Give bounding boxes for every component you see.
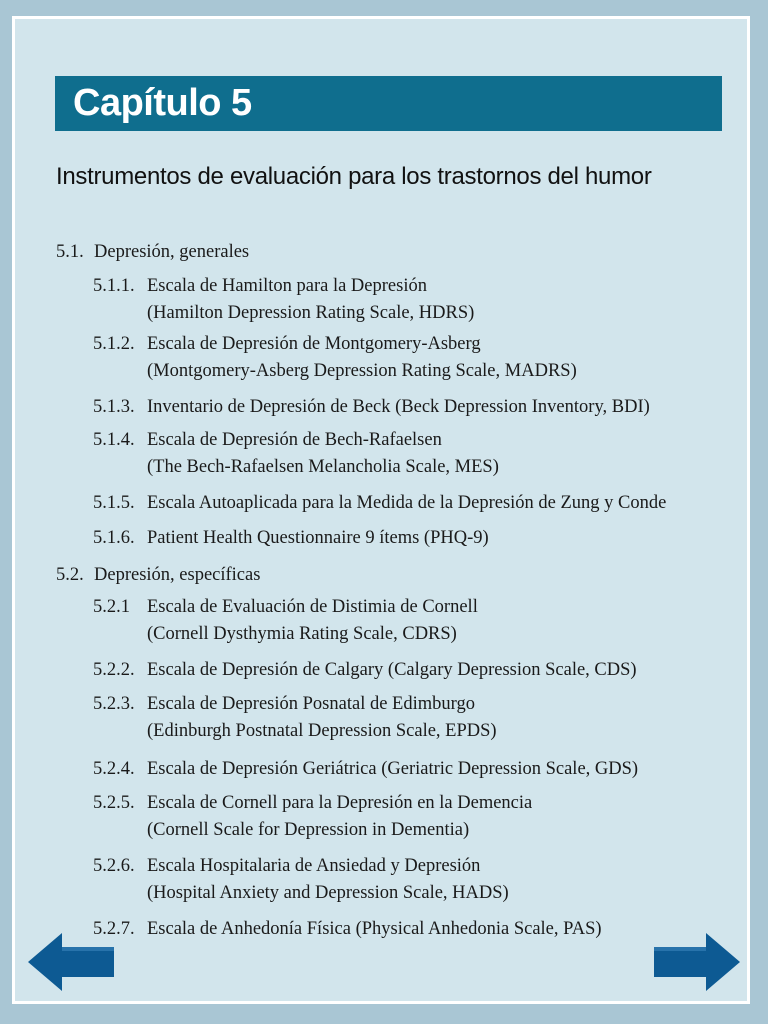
entry-number: 5.2.7. <box>93 919 135 939</box>
entry-title: Escala Hospitalaria de Ansiedad y Depresión <box>147 856 481 876</box>
entry-title: Escala de Depresión Geriátrica (Geriatric Depression Scale, GDS) <box>147 759 639 779</box>
entry-title: Escala de Depresión Posnatal de Edimburgo <box>147 694 475 714</box>
arrow-left-icon <box>26 931 116 993</box>
entry-number: 5.2.3. <box>93 694 135 714</box>
entry-number: 5.1.4. <box>93 430 135 450</box>
entry-subtitle: (Hospital Anxiety and Depression Scale, HADS) <box>147 883 509 903</box>
entry-title: Escala de Depresión de Bech-Rafaelsen <box>147 430 442 450</box>
next-page-button[interactable] <box>652 931 742 998</box>
chapter-title: Capítulo 5 <box>73 82 252 124</box>
entry-title: Escala de Anhedonía Física (Physical Anhedonia Scale, PAS) <box>147 919 602 939</box>
section-number: 5.1. <box>56 242 84 262</box>
entry-subtitle: (Cornell Scale for Depression in Dementia) <box>147 820 470 840</box>
chapter-banner <box>55 76 722 131</box>
arrow-right-icon <box>652 931 742 993</box>
entry-number: 5.2.5. <box>93 793 135 813</box>
entry-title: Escala de Evaluación de Distimia de Cornell <box>147 597 478 617</box>
entry-subtitle: (Cornell Dysthymia Rating Scale, CDRS) <box>147 624 457 644</box>
section-title: Depresión, generales <box>94 242 250 262</box>
entry-title: Escala de Cornell para la Depresión en la Demencia <box>147 793 533 813</box>
entry-title: Patient Health Questionnaire 9 ítems (PHQ-9) <box>147 528 489 548</box>
chapter-subtitle: Instrumentos de evaluación para los trastornos del humor <box>56 163 652 190</box>
section-heading <box>56 240 249 264</box>
entry-subtitle: (Edinburgh Postnatal Depression Scale, EPDS) <box>147 721 497 741</box>
entry-number: 5.1.1. <box>93 276 135 296</box>
entry-title: Escala Autoaplicada para la Medida de la Depresión de Zung y Conde <box>147 493 667 513</box>
entry-number: 5.2.2. <box>93 660 135 680</box>
entry-number: 5.2.6. <box>93 856 135 876</box>
entry-title: Escala de Depresión de Montgomery-Asberg <box>147 334 481 354</box>
entry-title: Inventario de Depresión de Beck (Beck Depression Inventory, BDI) <box>147 397 650 417</box>
entry-subtitle: (Montgomery-Asberg Depression Rating Scale, MADRS) <box>147 361 577 381</box>
section-number: 5.2. <box>56 565 84 585</box>
entry-subtitle: (Hamilton Depression Rating Scale, HDRS) <box>147 303 475 323</box>
entry-number: 5.1.2. <box>93 334 135 354</box>
entry-number: 5.2.1 <box>93 597 130 617</box>
entry-subtitle: (The Bech-Rafaelsen Melancholia Scale, MES) <box>147 457 499 477</box>
entry-number: 5.2.4. <box>93 759 135 779</box>
section-heading <box>56 563 260 587</box>
entry-title: Escala de Depresión de Calgary (Calgary Depression Scale, CDS) <box>147 660 637 680</box>
entry-number: 5.1.6. <box>93 528 135 548</box>
entry-title: Escala de Hamilton para la Depresión <box>147 276 427 296</box>
entry-number: 5.1.5. <box>93 493 135 513</box>
prev-page-button[interactable] <box>26 931 116 998</box>
section-title: Depresión, específicas <box>94 565 261 585</box>
entry-number: 5.1.3. <box>93 397 135 417</box>
